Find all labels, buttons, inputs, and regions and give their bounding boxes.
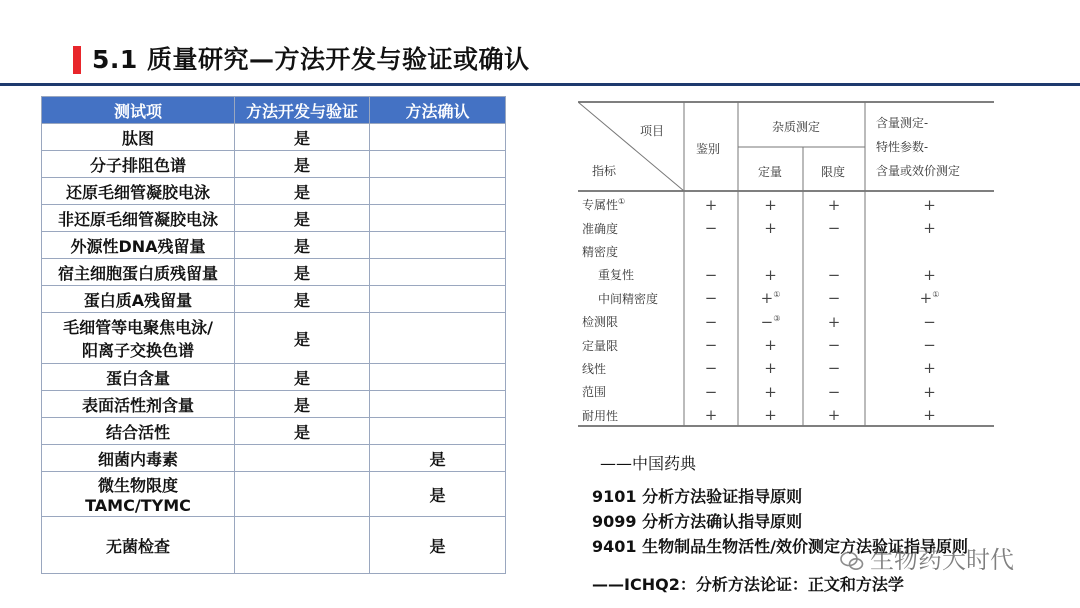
sign-value: + bbox=[764, 336, 777, 355]
sign-value: + bbox=[923, 265, 936, 284]
header-test-item: 测试项 bbox=[42, 97, 235, 124]
sign-value: − bbox=[704, 265, 718, 284]
sign-cell bbox=[865, 310, 994, 333]
table-row bbox=[42, 232, 506, 259]
test-item-label: 蛋白含量 bbox=[105, 368, 170, 388]
corner-label-top: 项目 bbox=[640, 124, 665, 138]
cell-confirmation: 是 bbox=[370, 445, 506, 472]
wechat-icon bbox=[840, 551, 864, 571]
sign-cell bbox=[803, 216, 865, 239]
sign-value: + bbox=[764, 265, 777, 284]
test-item-label: 还原毛细管凝胶电泳 bbox=[65, 182, 210, 202]
cell-test-item bbox=[42, 178, 235, 205]
test-item-label: 非还原毛细管凝胶电泳 bbox=[57, 209, 218, 229]
row-label-text: 定量限 bbox=[582, 338, 619, 353]
sign-cell bbox=[803, 310, 865, 333]
cell-test-item bbox=[42, 364, 235, 391]
corner-label-bottom: 指标 bbox=[592, 164, 617, 178]
sign-value: − bbox=[827, 382, 841, 401]
sign-value: − bbox=[704, 336, 718, 355]
footnote-marker: ① bbox=[932, 290, 940, 300]
sign-value: + bbox=[827, 312, 841, 331]
test-item-label: 外源性DNA残留量 bbox=[70, 236, 206, 256]
sign-cell bbox=[684, 287, 738, 310]
cell-test-item bbox=[42, 313, 235, 364]
test-item-label: 宿主细胞蛋白质残留量 bbox=[57, 263, 218, 283]
test-item-label: 无菌检查 bbox=[105, 536, 170, 556]
pharmacopoeia-table-image bbox=[578, 100, 996, 436]
table-row bbox=[578, 216, 994, 239]
sign-value: − bbox=[704, 312, 718, 331]
sign-value: + bbox=[923, 219, 936, 238]
footnote-marker: ③ bbox=[773, 313, 781, 323]
sign-value: − bbox=[923, 312, 936, 331]
table-row bbox=[42, 205, 506, 232]
sign-value: + bbox=[704, 406, 718, 425]
sign-cell bbox=[738, 240, 803, 263]
test-item-label: 毛细管等电聚焦电泳/ bbox=[63, 318, 213, 337]
sign-value: − bbox=[827, 219, 841, 238]
ich-q2-note: ——ICHQ2：分析方法论证：正文和方法学 bbox=[592, 575, 904, 594]
header-dev-validation: 方法开发与验证 bbox=[235, 97, 370, 124]
row-label bbox=[578, 240, 684, 263]
table-row bbox=[42, 286, 506, 313]
sign-cell bbox=[684, 333, 738, 356]
watermark bbox=[840, 540, 1014, 575]
cell-confirmation bbox=[370, 124, 506, 151]
row-label-text: 中间精密度 bbox=[598, 291, 659, 306]
sign-cell bbox=[738, 404, 803, 427]
table-row bbox=[578, 380, 994, 403]
row-label-text: 范围 bbox=[582, 385, 607, 400]
sign-value: + bbox=[923, 195, 936, 214]
row-label bbox=[578, 357, 684, 380]
cell-test-item bbox=[42, 286, 235, 313]
sign-cell bbox=[865, 216, 994, 239]
table-row bbox=[578, 357, 994, 380]
row-label bbox=[578, 404, 684, 427]
sign-value: − bbox=[827, 336, 841, 355]
test-item-label: 结合活性 bbox=[105, 422, 170, 442]
sign-value: + bbox=[827, 195, 841, 214]
table-row bbox=[578, 263, 994, 286]
row-label bbox=[578, 380, 684, 403]
cell-dev-validation: 是 bbox=[235, 178, 370, 205]
col-assay-line3: 含量或效价测定 bbox=[876, 164, 961, 178]
cell-confirmation bbox=[370, 232, 506, 259]
sign-cell bbox=[803, 193, 865, 216]
cell-confirmation bbox=[370, 259, 506, 286]
cell-dev-validation: 是 bbox=[235, 418, 370, 445]
sign-cell bbox=[865, 333, 994, 356]
sign-cell bbox=[803, 380, 865, 403]
table-row bbox=[578, 404, 994, 427]
sign-value: − bbox=[827, 289, 841, 308]
table-row bbox=[42, 517, 506, 574]
table-row bbox=[578, 240, 994, 263]
source-note: ——中国药典 bbox=[600, 454, 697, 473]
sign-cell bbox=[865, 240, 994, 263]
col-identify: 鉴别 bbox=[696, 142, 721, 156]
guideline-9101: 9101 分析方法验证指导原则 bbox=[592, 487, 803, 506]
sign-cell bbox=[803, 333, 865, 356]
sign-cell bbox=[803, 287, 865, 310]
sign-cell bbox=[684, 404, 738, 427]
table-row bbox=[42, 472, 506, 517]
sign-value: − bbox=[704, 359, 718, 378]
cell-dev-validation bbox=[235, 472, 370, 517]
cell-confirmation: 是 bbox=[370, 517, 506, 574]
sign-cell bbox=[738, 193, 803, 216]
cell-confirmation bbox=[370, 418, 506, 445]
table-row bbox=[42, 445, 506, 472]
cell-test-item bbox=[42, 151, 235, 178]
sign-cell bbox=[684, 216, 738, 239]
row-label-text: 检测限 bbox=[582, 315, 619, 330]
header-confirmation: 方法确认 bbox=[370, 97, 506, 124]
sign-value: − bbox=[827, 359, 841, 378]
row-label bbox=[578, 287, 684, 310]
cell-confirmation bbox=[370, 151, 506, 178]
sign-cell bbox=[738, 263, 803, 286]
cell-dev-validation: 是 bbox=[235, 232, 370, 259]
sign-cell bbox=[865, 357, 994, 380]
cell-dev-validation: 是 bbox=[235, 151, 370, 178]
col-impurity: 杂质测定 bbox=[772, 120, 821, 134]
page-title: 5.1 质量研究—方法开发与验证或确认 bbox=[92, 45, 530, 74]
sign-cell bbox=[865, 287, 994, 310]
table-row bbox=[42, 364, 506, 391]
cell-dev-validation: 是 bbox=[235, 205, 370, 232]
cell-confirmation bbox=[370, 364, 506, 391]
sign-value: − bbox=[704, 289, 718, 308]
cell-dev-validation: 是 bbox=[235, 286, 370, 313]
sign-value: + bbox=[764, 219, 777, 238]
test-item-label: 蛋白质A残留量 bbox=[83, 290, 193, 310]
cell-confirmation bbox=[370, 205, 506, 232]
sign-value: − bbox=[923, 336, 936, 355]
col-impurity-limit: 限度 bbox=[821, 165, 846, 179]
sign-value: − bbox=[704, 382, 718, 401]
sign-cell bbox=[738, 287, 803, 310]
cell-test-item bbox=[42, 232, 235, 259]
sign-cell bbox=[738, 380, 803, 403]
pharmacopoeia-table-body bbox=[578, 193, 994, 427]
sign-value: + bbox=[923, 406, 936, 425]
table-row bbox=[42, 124, 506, 151]
cell-test-item bbox=[42, 124, 235, 151]
sign-cell bbox=[684, 263, 738, 286]
cell-test-item bbox=[42, 205, 235, 232]
cell-test-item bbox=[42, 259, 235, 286]
cell-dev-validation bbox=[235, 445, 370, 472]
method-table bbox=[41, 96, 506, 574]
cell-test-item bbox=[42, 472, 235, 517]
sign-value: + bbox=[764, 359, 777, 378]
sign-cell bbox=[803, 240, 865, 263]
sign-value: − bbox=[827, 265, 841, 284]
col-assay-line2: 特性参数- bbox=[876, 140, 929, 154]
col-impurity-quant: 定量 bbox=[758, 165, 783, 179]
sign-value: − bbox=[704, 219, 718, 238]
row-label bbox=[578, 193, 684, 216]
test-item-label: 细菌内毒素 bbox=[97, 449, 178, 469]
sign-value: + bbox=[923, 382, 936, 401]
cell-dev-validation: 是 bbox=[235, 364, 370, 391]
watermark-text: 生物药大时代 bbox=[870, 546, 1014, 574]
row-label bbox=[578, 310, 684, 333]
sign-value: + bbox=[704, 195, 718, 214]
cell-test-item bbox=[42, 391, 235, 418]
cell-test-item bbox=[42, 445, 235, 472]
guideline-9099: 9099 分析方法确认指导原则 bbox=[592, 512, 803, 531]
guideline-9401: 9401 生物制品生物活性/效价测定方法验证指导原则 bbox=[592, 537, 968, 556]
cell-confirmation bbox=[370, 286, 506, 313]
cell-confirmation bbox=[370, 391, 506, 418]
method-table-header bbox=[42, 97, 506, 124]
sign-cell bbox=[865, 263, 994, 286]
test-item-label: 肽图 bbox=[121, 128, 154, 148]
table-row bbox=[578, 287, 994, 310]
sign-cell bbox=[684, 310, 738, 333]
row-label bbox=[578, 216, 684, 239]
cell-dev-validation: 是 bbox=[235, 124, 370, 151]
sign-value: + bbox=[919, 289, 933, 308]
test-item-label-line2: 阳离子交换色谱 bbox=[81, 341, 194, 360]
row-label bbox=[578, 263, 684, 286]
cell-dev-validation bbox=[235, 517, 370, 574]
cell-confirmation bbox=[370, 313, 506, 364]
sign-cell bbox=[803, 263, 865, 286]
row-label-text: 精密度 bbox=[582, 244, 619, 259]
title-accent-bar bbox=[73, 46, 81, 74]
footnote-marker: ① bbox=[618, 197, 626, 207]
test-item-label: 微生物限度 bbox=[97, 476, 178, 495]
sign-cell bbox=[684, 193, 738, 216]
row-label-text: 重复性 bbox=[598, 268, 635, 283]
col-assay-line1: 含量测定- bbox=[876, 116, 929, 130]
sign-cell bbox=[738, 357, 803, 380]
title-divider bbox=[0, 83, 1080, 86]
sign-value: + bbox=[764, 382, 777, 401]
cell-test-item bbox=[42, 418, 235, 445]
sign-cell bbox=[738, 216, 803, 239]
table-row bbox=[42, 178, 506, 205]
table-row bbox=[42, 313, 506, 364]
row-label-text: 专属性 bbox=[582, 198, 619, 213]
test-item-label: 表面活性剂含量 bbox=[81, 395, 194, 415]
table-row bbox=[42, 418, 506, 445]
cell-test-item bbox=[42, 517, 235, 574]
cell-dev-validation: 是 bbox=[235, 313, 370, 364]
row-label-text: 耐用性 bbox=[582, 408, 619, 423]
table-row bbox=[578, 310, 994, 333]
table-row bbox=[578, 193, 994, 216]
sign-value: + bbox=[923, 359, 936, 378]
sign-cell bbox=[684, 357, 738, 380]
table-row bbox=[42, 259, 506, 286]
row-label bbox=[578, 333, 684, 356]
sign-cell bbox=[865, 193, 994, 216]
sign-value: − bbox=[760, 312, 774, 331]
cell-dev-validation: 是 bbox=[235, 259, 370, 286]
sign-value: + bbox=[760, 289, 774, 308]
sign-cell bbox=[865, 404, 994, 427]
sign-cell bbox=[803, 404, 865, 427]
sign-cell bbox=[684, 380, 738, 403]
test-item-label: 分子排阻色谱 bbox=[89, 155, 186, 175]
sign-cell bbox=[803, 357, 865, 380]
table-row bbox=[578, 333, 994, 356]
sign-value: + bbox=[764, 195, 777, 214]
sign-cell bbox=[865, 380, 994, 403]
sign-cell bbox=[738, 310, 803, 333]
row-label-text: 线性 bbox=[582, 361, 607, 376]
cell-confirmation: 是 bbox=[370, 472, 506, 517]
table-row bbox=[42, 151, 506, 178]
footnote-marker: ① bbox=[773, 290, 781, 300]
table-row bbox=[42, 391, 506, 418]
test-item-label-line2: TAMC/TYMC bbox=[85, 496, 191, 515]
sign-cell bbox=[684, 240, 738, 263]
sign-value: + bbox=[764, 406, 777, 425]
sign-value: + bbox=[827, 406, 841, 425]
cell-dev-validation: 是 bbox=[235, 391, 370, 418]
cell-confirmation bbox=[370, 178, 506, 205]
sign-cell bbox=[738, 333, 803, 356]
row-label-text: 准确度 bbox=[582, 221, 619, 236]
